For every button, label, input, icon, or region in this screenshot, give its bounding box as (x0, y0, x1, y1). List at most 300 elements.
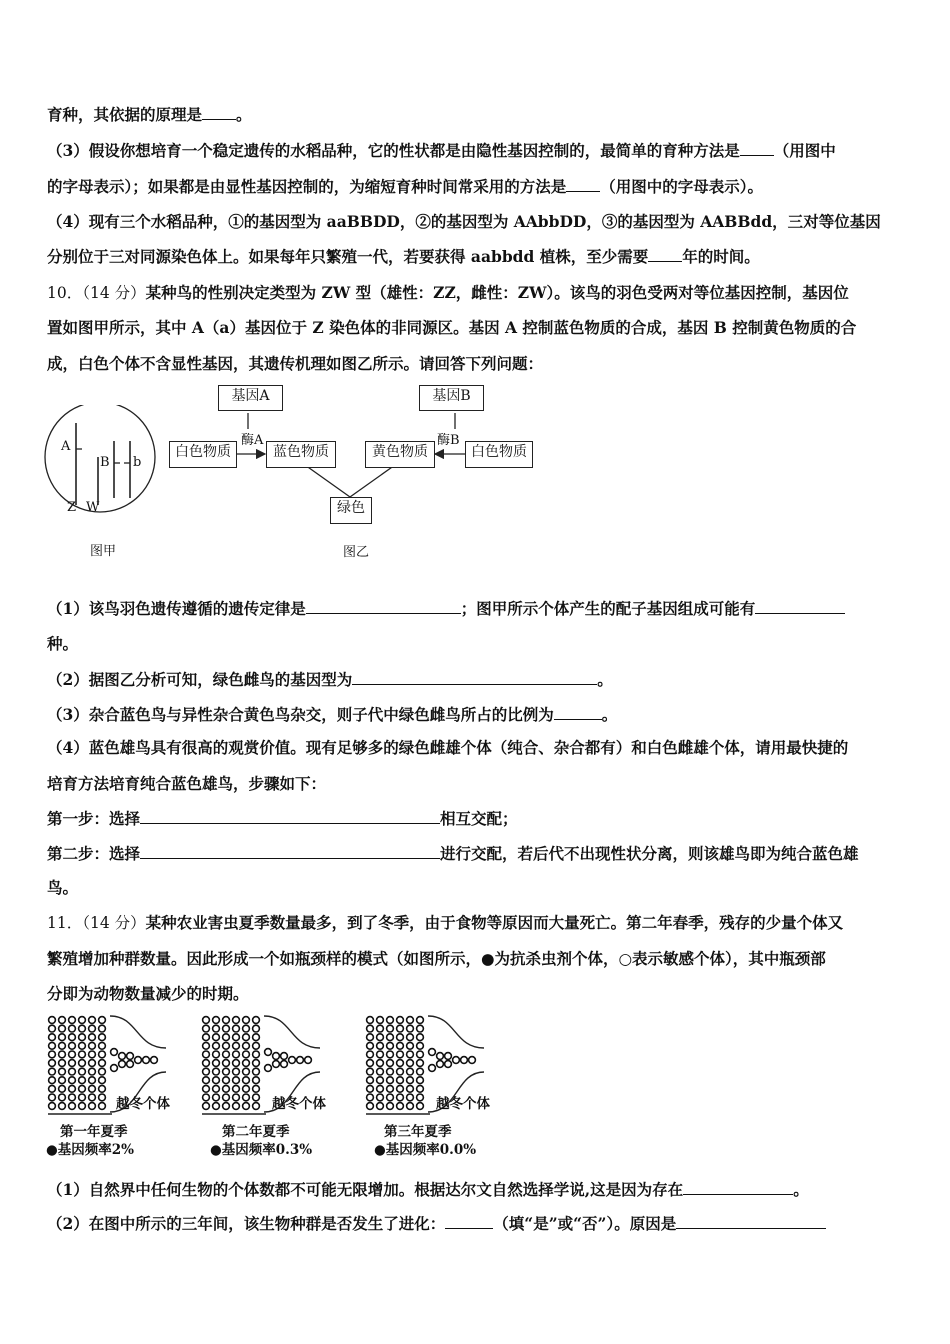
individual-dot (437, 1061, 444, 1068)
individual-dot (99, 1068, 106, 1075)
gene-a-box: 基因A (218, 385, 283, 411)
individual-dot (59, 1060, 66, 1067)
individual-dot (407, 1103, 414, 1110)
individual-dot (387, 1077, 394, 1084)
frequency-label: ●基因频率2% (46, 1142, 135, 1158)
individual-dot (367, 1051, 374, 1058)
individual-dot (89, 1042, 96, 1049)
individual-dot (79, 1042, 86, 1049)
individual-dot (203, 1025, 210, 1032)
individual-dot (243, 1085, 250, 1092)
text-line (47, 843, 859, 864)
individual-dot (289, 1057, 296, 1064)
white-substance-box: 白色物质 (169, 441, 237, 468)
individual-dot (223, 1042, 230, 1049)
individual-dot (59, 1034, 66, 1041)
individual-dot (397, 1025, 404, 1032)
individual-dot (49, 1034, 56, 1041)
text-line (47, 104, 252, 125)
text: 繁殖增加种群数量。因此形成一个如瓶颈样的模式（如图所示，●为抗杀虫剂个体，○表示敏感个体），其中瓶颈部 (47, 949, 826, 968)
individual-dot (59, 1094, 66, 1101)
individual-dot (59, 1051, 66, 1058)
answer-blank[interactable] (202, 104, 236, 120)
individual-dot (49, 1068, 56, 1075)
individual-dot (223, 1085, 230, 1092)
individual-dot (429, 1049, 436, 1056)
individual-dot (69, 1094, 76, 1101)
individual-dot (243, 1068, 250, 1075)
individual-dot (387, 1085, 394, 1092)
individual-dot (397, 1085, 404, 1092)
individual-dot (367, 1077, 374, 1084)
individual-dot (223, 1051, 230, 1058)
individual-dot (407, 1085, 414, 1092)
individual-dot (49, 1051, 56, 1058)
individual-dot (397, 1077, 404, 1084)
individual-dot (59, 1085, 66, 1092)
text: 。 (793, 1180, 809, 1199)
text: （2）在图中所示的三年间，该生物种群是否发生了进化： (47, 1214, 446, 1233)
individual-dot (213, 1103, 220, 1110)
individual-dot (253, 1068, 260, 1075)
individual-dot (233, 1077, 240, 1084)
individual-dot (89, 1034, 96, 1041)
individual-dot (387, 1094, 394, 1101)
individual-dot (111, 1065, 118, 1072)
text: 置如图甲所示，其中 A（a）基因位于 Z 染色体的非同源区。基因 A 控制蓝色物质的合成，基因 B 控制黄色物质的合 (47, 318, 857, 337)
individual-dot (367, 1094, 374, 1101)
text: （1）该鸟羽色遗传遵循的遗传定律是 (47, 599, 306, 618)
chromosome-label: Z (67, 500, 77, 515)
text: （用图中 (773, 141, 836, 160)
individual-dot (223, 1077, 230, 1084)
individual-dot (297, 1057, 304, 1064)
individual-dot (99, 1042, 106, 1049)
individual-dot (69, 1034, 76, 1041)
individual-dot (407, 1060, 414, 1067)
individual-dot (417, 1068, 424, 1075)
individual-dot (69, 1025, 76, 1032)
individual-dot (367, 1017, 374, 1024)
season-label: 第一年夏季 (60, 1124, 128, 1140)
enzyme-a-label: 酶A (241, 429, 263, 448)
individual-dot (89, 1094, 96, 1101)
individual-dot (233, 1094, 240, 1101)
individual-dot (59, 1077, 66, 1084)
figure-yi (165, 385, 545, 560)
individual-dot (223, 1060, 230, 1067)
individual-dot (387, 1068, 394, 1075)
figure-caption: 图甲 (90, 544, 117, 559)
text-line (47, 354, 543, 374)
individual-dot (243, 1094, 250, 1101)
text-line (47, 808, 518, 829)
individual-dot (417, 1017, 424, 1024)
individual-dot (213, 1085, 220, 1092)
individual-dot (49, 1042, 56, 1049)
individual-dot (89, 1068, 96, 1075)
individual-dot (69, 1060, 76, 1067)
individual-dot (445, 1053, 452, 1060)
individual-dot (253, 1017, 260, 1024)
answer-blank[interactable] (566, 176, 600, 192)
individual-dot (233, 1068, 240, 1075)
gene-label: b (133, 455, 142, 470)
individual-dot (203, 1103, 210, 1110)
individual-dot (49, 1103, 56, 1110)
individual-dot (127, 1053, 134, 1060)
individual-dot (417, 1025, 424, 1032)
individual-dot (79, 1068, 86, 1075)
individual-dot (453, 1057, 460, 1064)
individual-dot (49, 1077, 56, 1084)
individual-dot (203, 1068, 210, 1075)
individual-dot (69, 1077, 76, 1084)
individual-dot (135, 1057, 142, 1064)
individual-dot (377, 1025, 384, 1032)
individual-dot (265, 1049, 272, 1056)
text: （1）自然界中任何生物的个体数都不可能无限增加。根据达尔文自然选择学说,这是因为存在 (47, 1180, 684, 1199)
text: 的字母表示）；如果都是由显性基因控制的，为缩短育种时间常采用的方法是 (47, 177, 567, 196)
individual-dot (203, 1017, 210, 1024)
individual-dot (253, 1025, 260, 1032)
text: ；图甲所示个体产生的配子基因组成可能有 (460, 599, 756, 618)
answer-blank[interactable] (676, 1213, 826, 1229)
individual-dot (151, 1057, 158, 1064)
individual-dot (407, 1094, 414, 1101)
individual-dot (59, 1103, 66, 1110)
individual-dot (377, 1017, 384, 1024)
gene-label: B (100, 455, 110, 470)
individual-dot (213, 1025, 220, 1032)
text: （2）据图乙分析可知，绿色雌鸟的基因型为 (47, 670, 353, 689)
text: 年的时间。 (682, 247, 760, 266)
individual-dot (99, 1025, 106, 1032)
individual-dot (213, 1051, 220, 1058)
individual-dot (49, 1060, 56, 1067)
individual-dot (203, 1085, 210, 1092)
individual-dot (243, 1034, 250, 1041)
text: 某种鸟的性别决定类型为 ZW 型（雄性：ZZ，雌性：ZW）。该鸟的羽色受两对等位基因控制，基因位 (145, 283, 849, 302)
individual-dot (223, 1017, 230, 1024)
text-line (47, 913, 843, 933)
individual-dot (387, 1025, 394, 1032)
individual-dot (89, 1017, 96, 1024)
text: 鸟。 (47, 878, 79, 897)
individual-dot (273, 1061, 280, 1068)
text-line (47, 318, 856, 338)
answer-blank[interactable] (683, 1179, 793, 1195)
individual-dot (417, 1042, 424, 1049)
individual-dot (89, 1051, 96, 1058)
individual-dot (203, 1077, 210, 1084)
funnel-curve (264, 1016, 320, 1048)
individual-dot (213, 1094, 220, 1101)
season-label: 第二年夏季 (222, 1124, 290, 1140)
text: （4）现有三个水稻品种，①的基因型为 aaBBDD，②的基因型为 AAbbDD，③的基因型为 AABBdd，三对等位基因 (47, 212, 881, 231)
text-line (47, 774, 326, 794)
text: 进行交配，若后代不出现性状分离，则该雄鸟即为纯合蓝色雄 (440, 844, 859, 863)
individual-dot (233, 1017, 240, 1024)
individual-dot (203, 1042, 210, 1049)
individual-dot (99, 1034, 106, 1041)
individual-dot (407, 1034, 414, 1041)
individual-dot (243, 1060, 250, 1067)
individual-dot (59, 1017, 66, 1024)
question-number: 11．（14 分） (47, 914, 146, 932)
individual-dot (417, 1060, 424, 1067)
individual-dot (387, 1103, 394, 1110)
individual-dot (253, 1077, 260, 1084)
text: 。 (236, 105, 252, 124)
individual-dot (407, 1068, 414, 1075)
individual-dot (213, 1060, 220, 1067)
answer-blank[interactable] (140, 843, 440, 859)
individual-dot (273, 1053, 280, 1060)
individual-dot (79, 1051, 86, 1058)
individual-dot (367, 1060, 374, 1067)
individual-dot (203, 1094, 210, 1101)
individual-dot (243, 1017, 250, 1024)
individual-dot (79, 1060, 86, 1067)
text-line (47, 1213, 826, 1234)
text: 第二步：选择 (47, 844, 141, 863)
individual-dot (305, 1057, 312, 1064)
individual-dot (79, 1025, 86, 1032)
individual-dot (377, 1034, 384, 1041)
individual-dot (99, 1094, 106, 1101)
individual-dot (59, 1068, 66, 1075)
individual-dot (213, 1017, 220, 1024)
text: 成，白色个体不含显性基因，其遗传机理如图乙所示。请回答下列问题： (47, 354, 544, 373)
individual-dot (233, 1060, 240, 1067)
individual-dot (49, 1025, 56, 1032)
individual-dot (49, 1094, 56, 1101)
individual-dot (397, 1094, 404, 1101)
individual-dot (397, 1060, 404, 1067)
individual-dot (377, 1051, 384, 1058)
individual-dot (367, 1103, 374, 1110)
individual-dot (203, 1034, 210, 1041)
individual-dot (397, 1017, 404, 1024)
figure-jia (44, 405, 162, 559)
individual-dot (99, 1060, 106, 1067)
individual-dot (79, 1017, 86, 1024)
answer-blank[interactable] (755, 598, 845, 614)
text: （用图中的字母表示）。 (600, 177, 764, 196)
text: （3）假设你想培育一个稳定遗传的水稻品种，它的性状都是由隐性基因控制的，最简单的育种方法是 (47, 141, 740, 160)
individual-dot (253, 1060, 260, 1067)
individual-dot (243, 1042, 250, 1049)
individual-dot (417, 1034, 424, 1041)
individual-dot (253, 1094, 260, 1101)
individual-dot (265, 1065, 272, 1072)
individual-dot (417, 1077, 424, 1084)
text: 。 (597, 670, 613, 689)
individual-dot (367, 1085, 374, 1092)
individual-dot (111, 1049, 118, 1056)
individual-dot (417, 1085, 424, 1092)
individual-dot (143, 1057, 150, 1064)
individual-dot (407, 1077, 414, 1084)
individual-dot (253, 1042, 260, 1049)
individual-dot (437, 1053, 444, 1060)
individual-dot (213, 1042, 220, 1049)
individual-dot (281, 1061, 288, 1068)
individual-dot (99, 1017, 106, 1024)
individual-dot (69, 1103, 76, 1110)
text-line (47, 598, 845, 619)
individual-dot (367, 1042, 374, 1049)
text-line (47, 704, 617, 725)
individual-dot (397, 1068, 404, 1075)
individual-dot (407, 1042, 414, 1049)
pathway-arrows (165, 385, 545, 560)
yellow-substance-box: 黄色物质 (365, 441, 435, 468)
answer-blank[interactable] (140, 808, 440, 824)
text-line (47, 984, 249, 1004)
individual-dot (243, 1025, 250, 1032)
enzyme-b-label: 酶B (437, 429, 460, 448)
answer-blank[interactable] (445, 1213, 493, 1229)
individual-dot (243, 1051, 250, 1058)
text: （4）蓝色雄鸟具有很高的观赏价值。现有足够多的绿色雌雄个体（纯合、杂合都有）和白色雌雄个体，请用最快捷的 (47, 738, 849, 757)
individual-dot (59, 1042, 66, 1049)
text: 相互交配； (440, 809, 518, 828)
individual-dot (69, 1068, 76, 1075)
individual-dot (397, 1042, 404, 1049)
individual-dot (213, 1034, 220, 1041)
individual-dot (119, 1061, 126, 1068)
white-substance-box: 白色物质 (465, 441, 533, 468)
green-box: 绿色 (330, 497, 372, 524)
individual-dot (281, 1053, 288, 1060)
individual-dot (377, 1077, 384, 1084)
individual-dot (69, 1042, 76, 1049)
individual-dot (367, 1034, 374, 1041)
individual-dot (89, 1103, 96, 1110)
answer-blank[interactable] (306, 598, 461, 614)
chromosome-label: W (86, 500, 100, 515)
individual-dot (397, 1051, 404, 1058)
text-line (47, 140, 836, 161)
individual-dot (387, 1042, 394, 1049)
individual-dot (397, 1034, 404, 1041)
season-label: 第三年夏季 (384, 1124, 452, 1140)
individual-dot (445, 1061, 452, 1068)
individual-dot (119, 1053, 126, 1060)
text: 种。 (47, 634, 79, 653)
individual-dot (377, 1060, 384, 1067)
answer-blank[interactable] (740, 140, 774, 156)
individual-dot (79, 1094, 86, 1101)
individual-dot (233, 1042, 240, 1049)
individual-dot (233, 1103, 240, 1110)
individual-dot (253, 1034, 260, 1041)
text-line (47, 283, 849, 303)
individual-dot (377, 1042, 384, 1049)
text: 某种农业害虫夏季数量最多，到了冬季，由于食物等原因而大量死亡。第二年春季，残存的少量个体又 (145, 913, 844, 932)
individual-dot (203, 1051, 210, 1058)
bottleneck-figure (44, 1012, 514, 1162)
individual-dot (59, 1025, 66, 1032)
individual-dot (49, 1085, 56, 1092)
individual-dot (429, 1065, 436, 1072)
overwinter-label: 越冬个体 (272, 1096, 326, 1112)
text-line (47, 738, 848, 758)
individual-dot (223, 1025, 230, 1032)
chromosome-diagram (44, 405, 162, 555)
individual-dot (233, 1025, 240, 1032)
funnel-curve (110, 1016, 166, 1048)
individual-dot (377, 1094, 384, 1101)
individual-dot (243, 1103, 250, 1110)
individual-dot (49, 1017, 56, 1024)
text: 分即为动物数量减少的时期。 (47, 984, 249, 1003)
individual-dot (223, 1103, 230, 1110)
individual-dot (461, 1057, 468, 1064)
individual-dot (407, 1051, 414, 1058)
text: 第一步：选择 (47, 809, 141, 828)
individual-dot (99, 1051, 106, 1058)
individual-dot (69, 1051, 76, 1058)
individual-dot (223, 1034, 230, 1041)
figure-caption: 图乙 (343, 545, 370, 560)
individual-dot (407, 1025, 414, 1032)
text-line (47, 878, 78, 898)
individual-dot (79, 1077, 86, 1084)
individual-dot (377, 1103, 384, 1110)
text-line (47, 246, 760, 267)
frequency-label: ●基因频率0.3% (210, 1142, 313, 1158)
individual-dot (387, 1017, 394, 1024)
individual-dot (223, 1094, 230, 1101)
individual-dot (69, 1085, 76, 1092)
individual-dot (367, 1068, 374, 1075)
frequency-label: ●基因频率0.0% (374, 1142, 477, 1158)
individual-dot (79, 1085, 86, 1092)
answer-blank[interactable] (352, 669, 597, 685)
blue-substance-box: 蓝色物质 (266, 441, 336, 468)
individual-dot (69, 1017, 76, 1024)
individual-dot (127, 1061, 134, 1068)
individual-dot (253, 1103, 260, 1110)
individual-dot (89, 1025, 96, 1032)
individual-dot (233, 1051, 240, 1058)
individual-dot (233, 1034, 240, 1041)
individual-dot (89, 1077, 96, 1084)
gene-b-box: 基因B (419, 385, 484, 411)
text: （填“是”或“否”）。原因是 (493, 1214, 677, 1233)
text: 分别位于三对同源染色体上。如果每年只繁殖一代，若要获得 aabbdd 植株，至少需要 (47, 247, 649, 266)
gene-label: A (61, 439, 71, 454)
individual-dot (233, 1085, 240, 1092)
funnel-curve (428, 1016, 484, 1048)
individual-dot (223, 1068, 230, 1075)
text: 培育方法培育纯合蓝色雄鸟，步骤如下： (47, 774, 327, 793)
individual-dot (213, 1077, 220, 1084)
text-line (47, 634, 78, 654)
individual-dot (387, 1034, 394, 1041)
text-line (47, 176, 763, 197)
text: 育种，其依据的原理是 (47, 105, 203, 124)
answer-blank[interactable] (648, 246, 682, 262)
individual-dot (253, 1051, 260, 1058)
answer-blank[interactable] (554, 704, 602, 720)
individual-dot (99, 1077, 106, 1084)
individual-dot (417, 1103, 424, 1110)
individual-dot (377, 1068, 384, 1075)
